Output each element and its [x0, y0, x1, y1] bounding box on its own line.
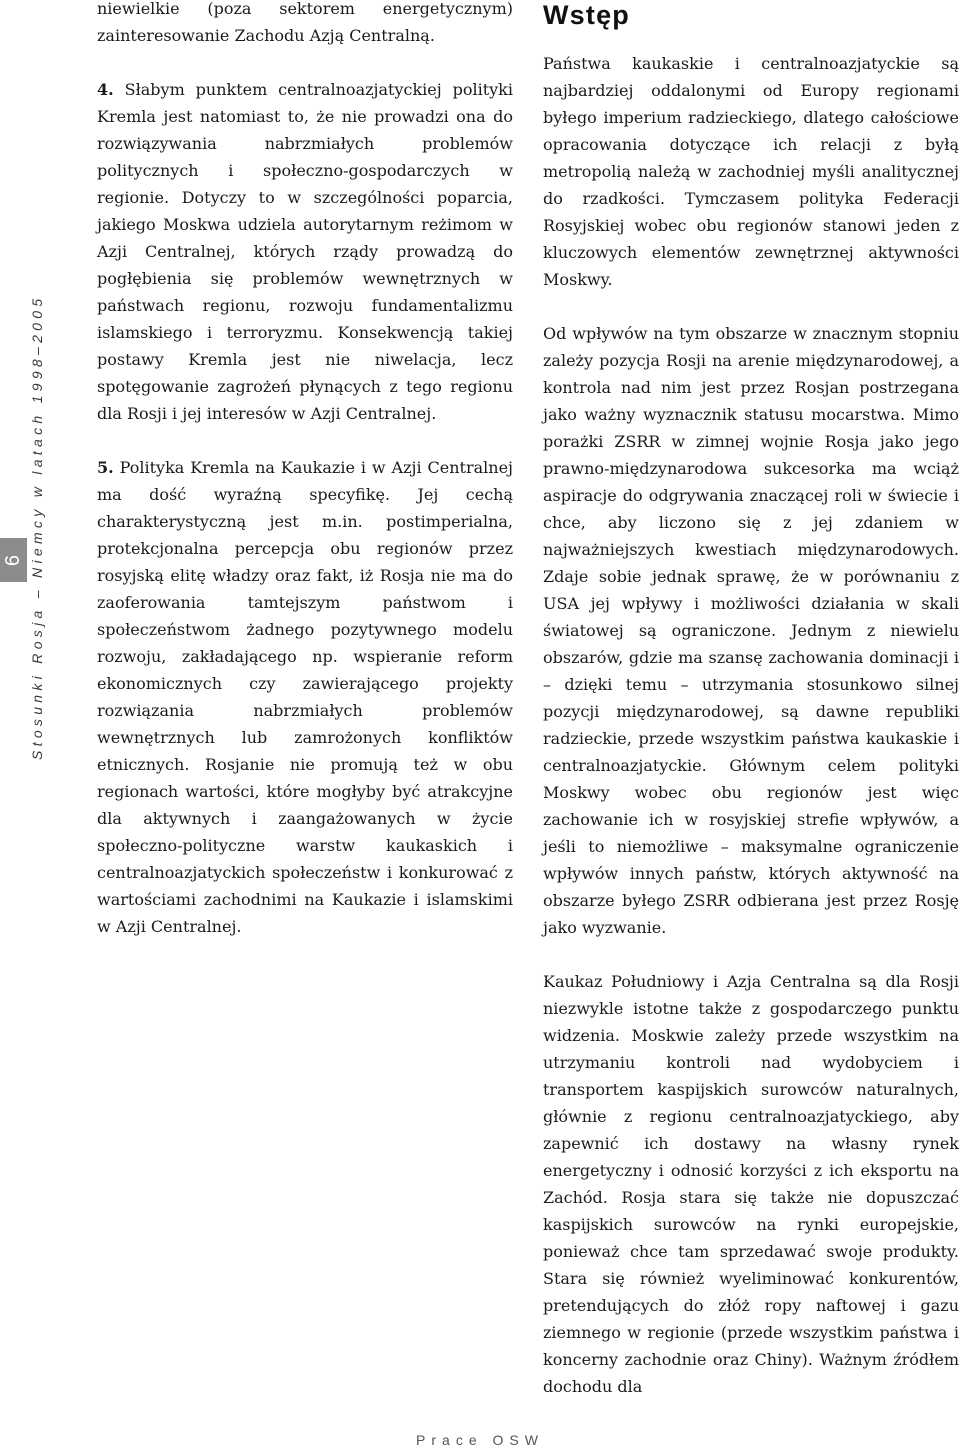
paragraph-5 — [97, 454, 513, 940]
section-heading: Wstęp — [543, 0, 630, 30]
paragraph-4-text: Słabym punktem centralnoazjatyckiej polityki Kremla jest natomiast to, że nie prowadzi ona do rozwiązywania nabrzmiałych problemów politycznych i społeczno-gospodarczych w regionie. Dotyczy to w szczególności poparcia, jakiego Moskwa udziela autorytarnym reżimom w Azji Centralnej, których rządy prowadzą do pogłębienia się problemów wewnętrznych w państwach regionu, rozwoju fundamentalizmu islamskiego i terroryzmu. Konsekwencją takiej postawy Kremla jest nie niwelacja, lecz spotęgowanie zagrożeń płynących z tego regionu dla Rosji i jej interesów w Azji Centralnej. — [97, 80, 513, 423]
left-column — [97, 0, 513, 940]
paragraph-4-number: 4. — [97, 80, 114, 99]
running-header-vertical: Stosunki Rosja – Niemcy w latach 1998–2005 — [29, 294, 45, 760]
page-number-badge — [0, 538, 27, 582]
paragraph-5-text: Polityka Kremla na Kaukazie i w Azji Centralnej ma dość wyraźną specyfikę. Jej cechą charakterystyczną jest m.in. postimperialna, protekcjonalna percepcja obu regionów przez rosyjską elitę władzy oraz fakt, iż Rosja nie ma do zaoferowania tamtejszym państwom i społeczeństwom żadnego pozytywnego modelu rozwoju, zakładającego np. wspieranie reform ekonomicznych czy zawierającego projekty rozwiązania nabrzmiałych problemów wewnętrznych lub zamrożonych konfliktów etnicznych. Rosjanie nie promują też w obu regionach wartości, które mogłyby być atrakcyjne dla aktywnych i zaangażowanych w życie społeczno-polityczne warstw kaukaskich i centralnoazjatyckich społeczeństw i konkurować z wartościami zachodnimi na Kaukazie i islamskimi w Azji Centralnej. — [97, 458, 513, 936]
right-column — [543, 50, 959, 1400]
paragraph-economy: Kaukaz Południowy i Azja Centralna są dla Rosji niezwykle istotne także z gospodarczego punktu widzenia. Moskwie zależy przede wszystkim na utrzymaniu kontroli nad wydobyciem i transportem kaspijskich surowców naturalnych, głównie z regionu centralnoazjatyckiego, aby zapewnić ich dostawy na własny rynek energetyczny i odnosić korzyści z ich eksportu na Zachód. Rosja stara się także nie dopuszczać kaspijskich surowców na rynki europejskie, ponieważ chce tam sprzedawać swoje produkty. Stara się również wyeliminować konkurentów, pretendujących do złóż ropy naftowej i gazu ziemnego w regionie (przede wszystkim państwa i koncerny zachodnie oraz Chiny). Ważnym źródłem dochodu dla — [543, 972, 959, 1396]
paragraph-influence: Od wpływów na tym obszarze w znacznym stopniu zależy pozycja Rosji na arenie międzynarodowej, a kontrola nad nim jest przez Rosjan postrzegana jako ważny wyznacznik statusu mocarstwa. Mimo porażki ZSRR w zimnej wojnie Rosja jako jego prawno-międzynarodowa sukcesorka ma wciąż aspiracje do odgrywania znaczącej roli w świecie i chce, aby liczono się z jej zdaniem w najważniejszych kwestiach międzynarodowych. Zdaje sobie jednak sprawę, że w porównaniu z USA jej wpływy i możliwości działania w skali światowej są ograniczone. Jednym z niewielu obszarów, gdzie ma szansę zachowania dominacji i – dzięki temu – utrzymania stosunkowo silnej pozycji międzynarodowej, są dawne republiki radzieckie, przede wszystkim państwa kaukaskie i centralnoazjatyckie. Głównym celem polityki Moskwy wobec obu regionów jest więc zachowanie ich w rosyjskiej strefie wpływów, a jeśli to niemożliwe – maksymalne ograniczenie wpływów innych państw, których aktywność na obszarze byłego ZSRR odbierana jest przez Rosję jako wyzwanie. — [543, 324, 959, 937]
paragraph-intro-right: Państwa kaukaskie i centralnoazjatyckie są najbardziej oddalonymi od Europy regionami byłego imperium radzieckiego, dlatego całościowe opracowania dotyczące ich relacji z byłą metropolią należą w zachodniej myśli analitycznej do rzadkości. Tymczasem polityka Federacji Rosyjskiej wobec obu regionów stanowi jeden z kluczowych elementów zewnętrznej aktywności Moskwy. — [543, 54, 959, 289]
page-number: 6 — [2, 554, 24, 566]
paragraph-intro: niewielkie (poza sektorem energetycznym) zainteresowanie Zachodu Azją Centralną. — [97, 0, 513, 45]
page-footer: Prace OSW — [416, 1432, 544, 1448]
paragraph-5-number: 5. — [97, 458, 114, 477]
paragraph-4 — [97, 76, 513, 427]
